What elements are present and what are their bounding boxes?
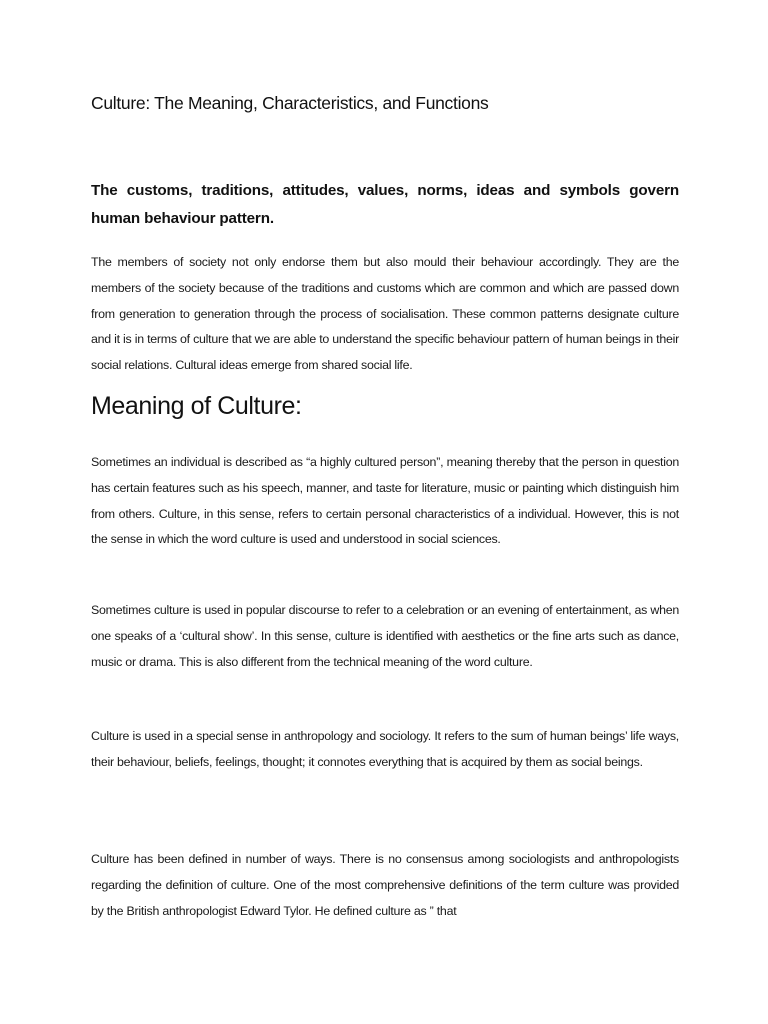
lead-statement: The customs, traditions, attitudes, values, norms, ideas and symbols govern human behaviour pattern. <box>91 182 679 227</box>
paragraph-anthropology-sense: Culture is used in a special sense in anthropology and sociology. It refers to the sum of human beings’ life ways, their behaviour, beliefs, feelings, thought; it connotes everything that is acquired by them as social beings. <box>91 729 679 769</box>
section-heading-meaning: Meaning of Culture: <box>91 392 302 420</box>
paragraph-cultured-person: Sometimes an individual is described as “a highly cultured person”, meaning thereby that the person in question has certain features such as his speech, manner, and taste for literature, music or painting which distinguish him from others. Culture, in this sense, refers to certain personal characteristics of a individual. However, this is not the sense in which the word culture is used and understood in social sciences. <box>91 455 679 547</box>
paragraph-definitions: Culture has been defined in number of ways. There is no consensus among sociologists and anthropologists regarding the definition of culture. One of the most comprehensive definitions of the term culture was provided by the British anthropologist Edward Tylor. He defined culture as ” that <box>91 852 679 918</box>
document-title: Culture: The Meaning, Characteristics, and Functions <box>91 93 489 113</box>
intro-paragraph: The members of society not only endorse them but also mould their behaviour accordingly. They are the members of the society because of the traditions and customs which are common and which are passed down from generation to generation through the process of socialisation. These common patterns designate culture and it is in terms of culture that we are able to understand the specific behaviour pattern of human beings in their social relations. Cultural ideas emerge from shared social life. <box>91 255 679 373</box>
paragraph-popular-discourse: Sometimes culture is used in popular discourse to refer to a celebration or an evening of entertainment, as when one speaks of a ‘cultural show’. In this sense, culture is identified with aesthetics or the fine arts such as dance, music or drama. This is also different from the technical meaning of the word culture. <box>91 603 679 669</box>
